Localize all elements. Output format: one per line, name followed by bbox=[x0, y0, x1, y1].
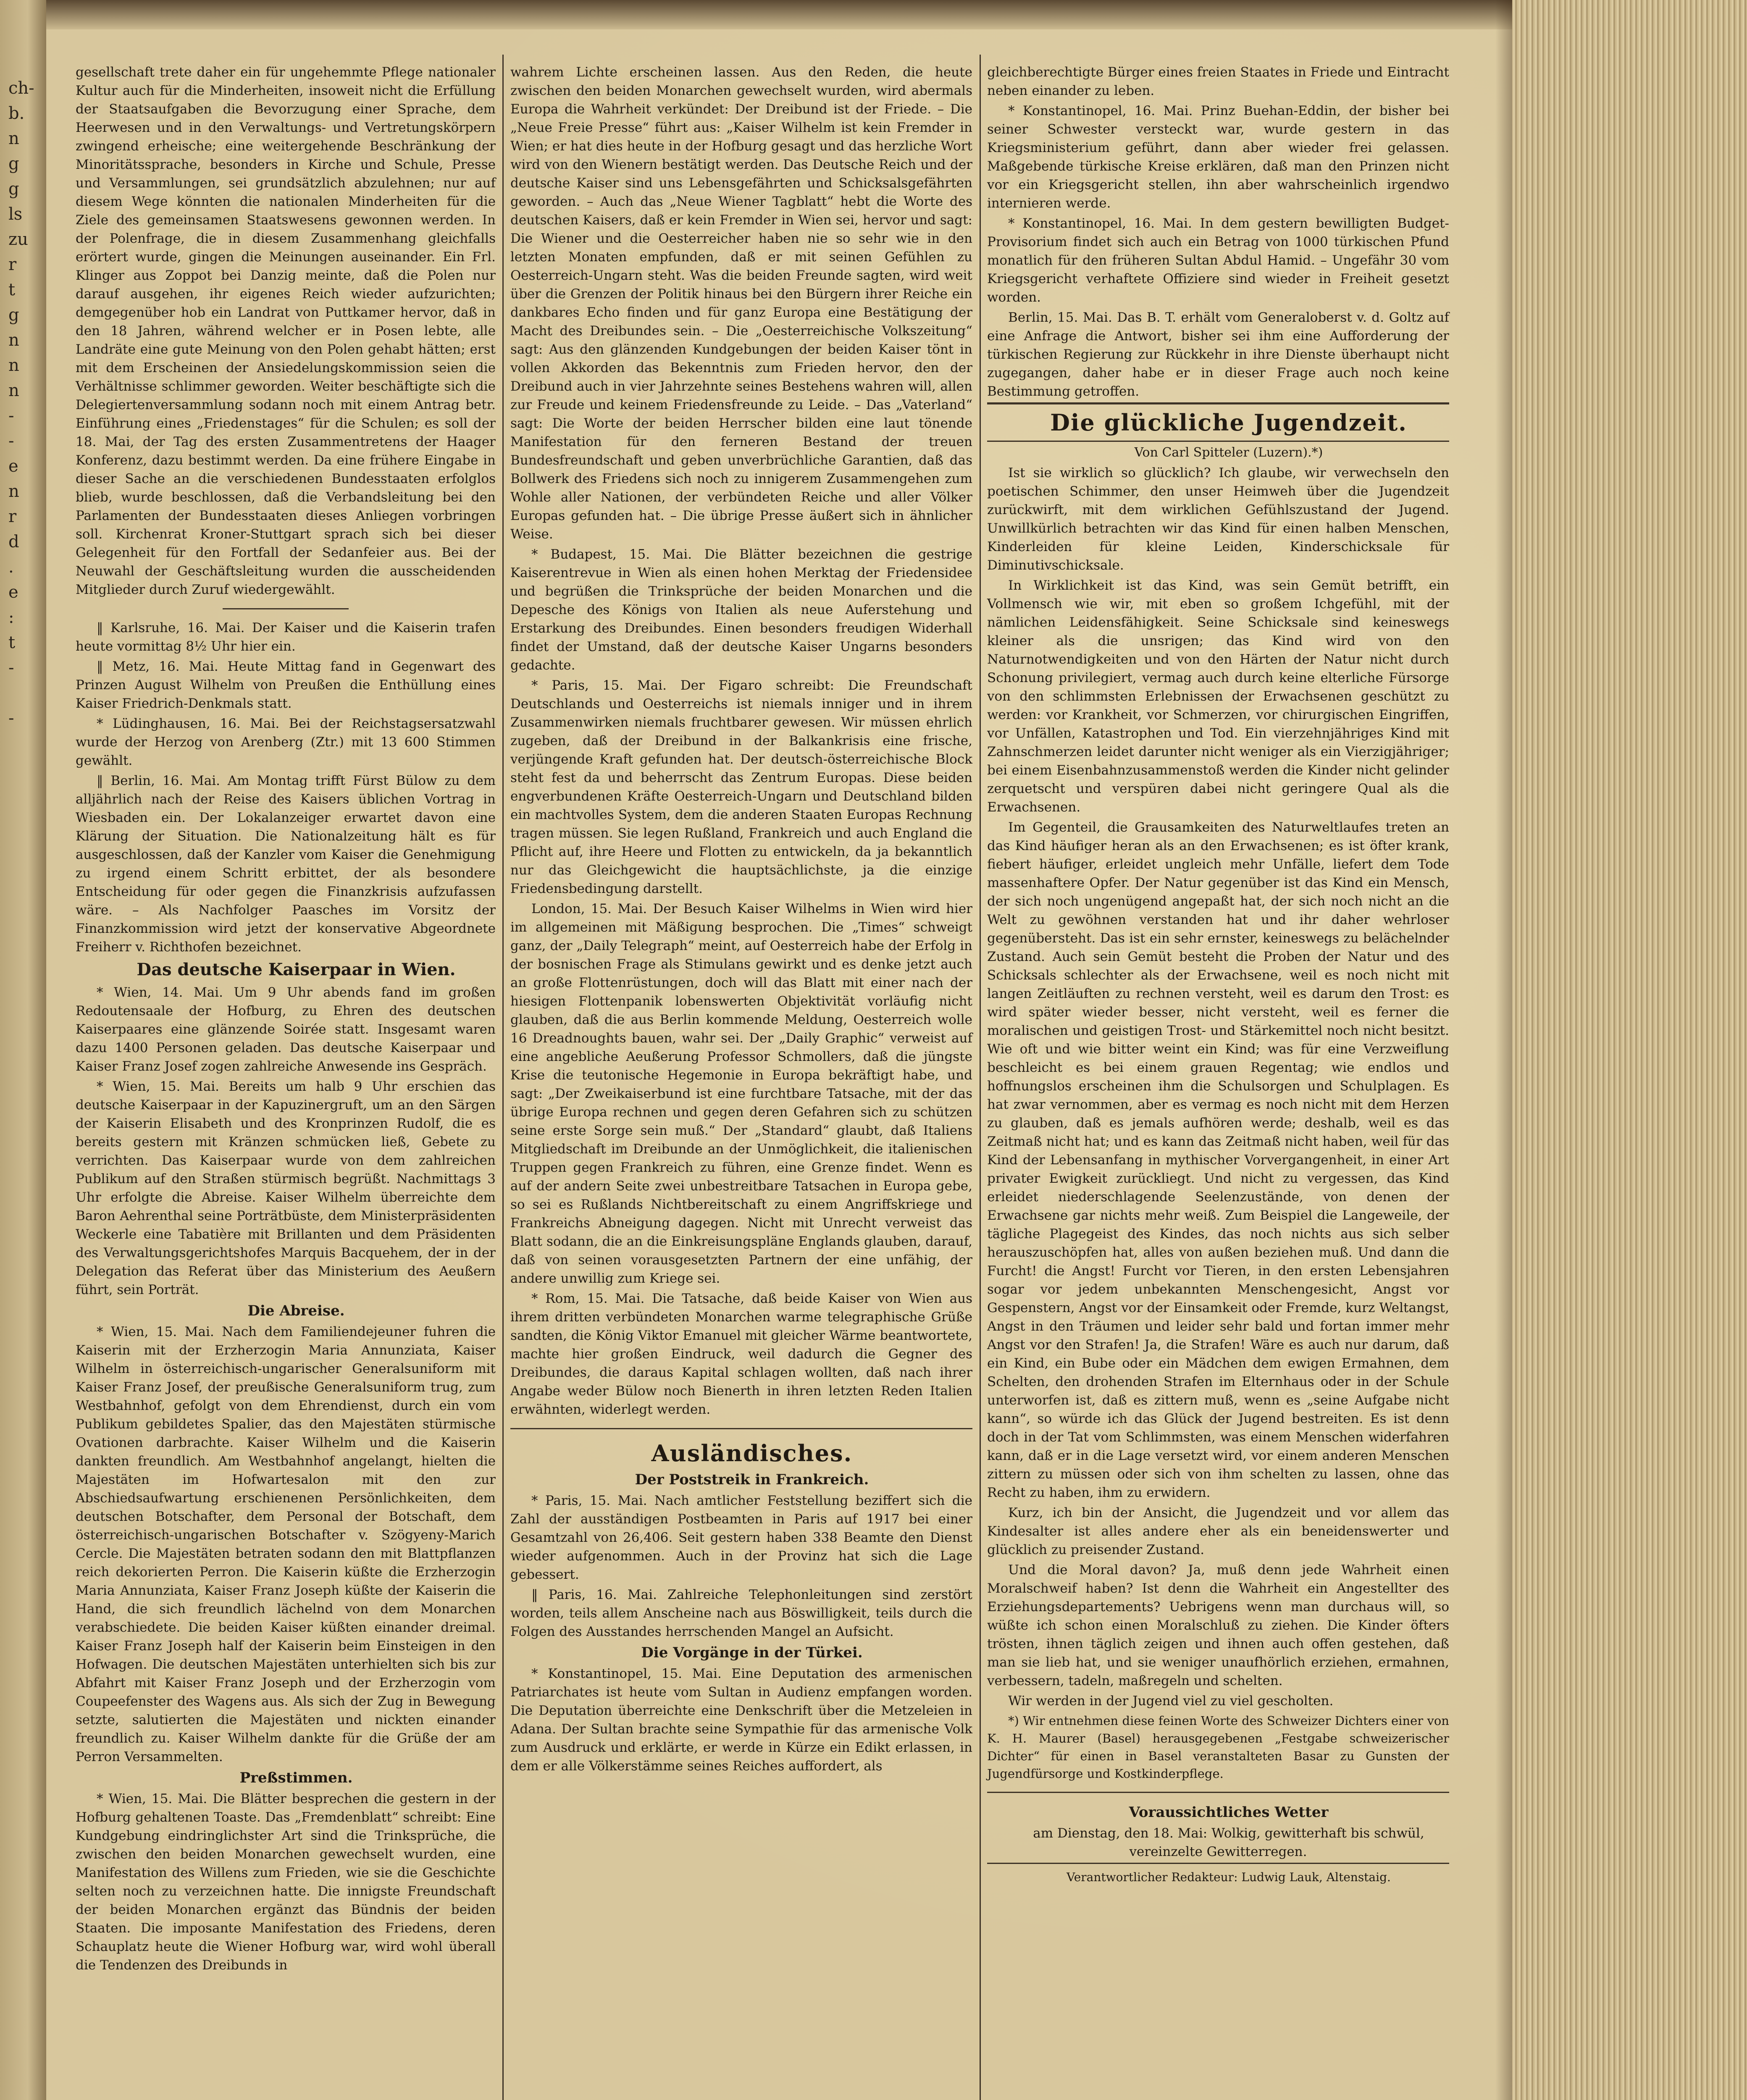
divider bbox=[223, 608, 349, 609]
essay-paragraph: Kurz, ich bin der Ansicht, die Jugendzeit und vor allem das Kindesalter ist alles andere eher als ein beneidenswerter und glücklich zu preisender Zustand. bbox=[987, 1505, 1449, 1557]
footnote: *) Wir entnehmen diese feinen Worte des Schweizer Dichters einer von K. H. Maurer (Basel) herausgegebenen „Festgabe schweizerischer Dichter“ für einen in Basel veranstalteten Basar zu Gunsten der Jugendfürsorge und Kostkinderpflege. bbox=[987, 1714, 1449, 1781]
news-item: * Paris, 15. Mai. Nach amtlicher Feststellung beziffert sich die Zahl der ausständigen Postbeamten in Paris auf 1917 bei einer Gesamtzahl von 26,406. Seit gestern haben 338 Beamte den Dienst wieder aufgenommen. Auch in der Provinz hat sich die Lage gebessert. bbox=[510, 1493, 972, 1582]
article-text: gesellschaft trete daher ein für ungehemmte Pflege nationaler Kultur auch für die Minderheiten, insoweit nicht die Erfüllung der Staatsaufgaben die Bevorzugung einer Sprache, dem Heerwesen und in den Verwaltungs- und Vertretungskörpern zwingend erheische; eine weitergehende Beschränkung der Minoritätssprache, besonders in Kirche und Schule, Presse und Versammlungen, sei grundsätzlich abzulehnen; nur auf diesem Wege könnten die nationalen Minderheiten für die Ziele des gemeinsamen Staatswesens gewonnen werden. In der Polenfrage, die in diesem Zusammenhang gleichfalls erörtert wurde, gingen die Meinungen auseinander. Ein Frl. Klinger aus Zoppot bei Danzig meinte, daß die Polen nur darauf ausgehen, ihr eigenes Reich wieder aufzurichten; demgegenüber hob ein Landrat von Puttkamer hervor, daß in den 18 Jahren, während welcher er in Posen lebte, alle Landräte eine gute Meinung von den Polen gehabt hätten; erst mit dem Erscheinen der Ansiedelungskommission seien die Verhältnisse schlimmer geworden. Weiter beschäftigte sich die Delegiertenversammlung sodann noch mit einem Antrag betr. Einführung eines „Friedenstages“ für die Schulen; es soll der 18. Mai, der Tag des ersten Zusammentretens der Haager Konferenz, dazu bestimmt werden. Da eine frühere Eingabe in dieser Sache an die verschiedenen Bundesstaaten erfolglos blieb, wurde beschlossen, daß die Verbandsleitung bei den Parlamenten der Bundesstaaten dieses Anliegen vorbringen soll. Kirchenrat Kroner-Stuttgart sprach sich bei dieser Gelegenheit für den Fortfall der Sedanfeier aus. Bei der Neuwahl der Geschäftsleitung wurden die ausscheidenden Mitglieder durch Zuruf wiedergewählt. bbox=[76, 65, 496, 597]
news-item: * Wien, 14. Mai. Um 9 Uhr abends fand im großen Redoutensaale der Hofburg, zu Ehren des deutschen Kaiserpaares eine glänzende Soirée statt. Insgesamt waren dazu 1400 Personen geladen. Das deutsche Kaiserpaar und Kaiser Franz Josef zogen zahlreiche Anwesende ins Gespräch. bbox=[76, 985, 496, 1074]
essay-paragraph: Ist sie wirklich so glücklich? Ich glaube, wir verwechseln den poetischen Schimmer, den unser Heimweh über die Jugendzeit zurückwirft, mit dem wirklichen Gefühlszustand der Jugend. Unwillkürlich betrachten wir das Kind für einen halben Menschen, Kinderleiden für kleine Leiden, Kinderschicksale für Diminutivschicksale. bbox=[987, 465, 1449, 573]
essay-paragraph: Wir werden in der Jugend viel zu viel gescholten. bbox=[1008, 1693, 1334, 1709]
news-item: * Konstantinopel, 16. Mai. In dem gestern bewilligten Budget-Provisorium findet sich auch ein Betrag von 1000 türkischen Pfund monatlich für den früheren Sultan Abdul Hamid. – Ungefähr 30 vom Kriegsgericht verhaftete Offiziere sind wieder in Freiheit gesetzt worden. bbox=[987, 216, 1449, 305]
news-item: * Konstantinopel, 15. Mai. Eine Deputation des armenischen Patriarchates ist heute vom Sultan in Audienz empfangen worden. Die Deputation überreichte eine Denkschrift über die Metzeleien in Adana. Der Sultan brachte seine Sympathie für das armenische Volk zum Ausdruck und erklärte, er werde in Kürze ein Edikt erlassen, in dem er alle Völkerstämme seines Reiches auffordert, als bbox=[510, 1666, 972, 1774]
weather-forecast: am Dienstag, den 18. Mai: Wolkig, gewitterhaft bis schwül, vereinzelte Gewitterregen. bbox=[1033, 1826, 1424, 1859]
news-item: * Wien, 15. Mai. Nach dem Familiendejeuner fuhren die Kaiserin mit der Erzherzogin Maria Annunziata, Kaiser Wilhelm in österreichisch-ungarischer Generalsuniform mit Kaiser Franz Josef, der preußische Generalsuniform trug, zum Westbahnhof, gefolgt von dem Ehrendienst, durch ein vom Publikum gebildetes Spalier, das den Majestäten stürmische Ovationen darbrachte. Kaiser Wilhelm und die Kaiserin dankten freundlich. Am Westbahnhof angelangt, hielten die Majestäten im Hofwartesalon mit den zur Abschiedsaufwartung erschienenen Persönlichkeiten, dem deutschen Botschafter, dem Personal der Botschaft, dem österreichisch-ungarischen Botschafter v. Szögyeny-Marich Cercle. Die Majestäten betraten sodann den mit Blattpflanzen reich dekorierten Perron. Die Kaiserin küßte die Erzherzogin Maria Annunziata, Kaiser Franz Joseph küßte der Kaiserin die Hand, die sich freundlich lächelnd von dem Monarchen verabschiedete. Die beiden Kaiser küßten einander dreimal. Kaiser Franz Joseph half der Kaiserin beim Einsteigen in den Hofwagen. Die deutschen Majestäten unterhielten sich bis zur Abfahrt mit Kaiser Franz Joseph und der Erzherzogin vom Coupeefenster des Wagens aus. Als sich der Zug in Bewegung setzte, salutierten die Majestäten und nickten einander freundlich zu. Kaiser Wilhelm dankte für die Grüße der am Perron Versammelten. bbox=[76, 1324, 496, 1764]
news-item: London, 15. Mai. Der Besuch Kaiser Wilhelms in Wien wird hier im allgemeinen mit Mäßigung besprochen. Die „Times“ schweigt ganz, der „Daily Telegraph“ meint, auf Oesterreich habe der Erfolg in der bosnischen Frage als Stimulans gewirkt und es denke jetzt auch an große Flottenrüstungen, doch will das Blatt mit einer nach der hiesigen Flottenpanik lobenswerten Objektivität vorläufig nicht glauben, daß die aus Berlin kommende Meldung, Oesterreich wolle 16 Dreadnoughts bauen, wahr sei. Der „Daily Graphic“ verweist auf eine angebliche Aeußerung Professor Schmollers, daß die jüngste Krise die teutonische Hegemonie in Europa bekräftigt habe, und sagt: „Der Zweikaiserbund ist eine furchtbare Tatsache, mit der das übrige Europa rechnen und gegen deren Gefahren sich zu schützen seine erste Sorge sein muß.“ Der „Standard“ glaubt, daß Italiens Mitgliedschaft im Dreibunde an der Unmöglichkeit, die italienischen Truppen gegen Frankreich zu führen, eine Grenze findet. Wenn es auf der andern Seite zwei unbestreitbare Tatsachen in Europa gebe, so sei es Rußlands Nichtbereitschaft zu einem Angriffskriege und Frankreichs Abneigung dagegen. Nicht mit Unrecht verweist das Blatt sodann, die an die Einkreisungspläne Englands glauben, darauf, daß von seinen vorausgesetzten Partnern der eine unfähig, der andere unwillig zum Kriege sei. bbox=[510, 901, 972, 1286]
essay-paragraph: Und die Moral davon? Ja, muß denn jede Wahrheit einen Moralschweif haben? Ist denn die Wahrheit ein Angestellter des Erziehungsdepartements? Uebrigens wenn man durchaus will, so wüßte ich schon einen Moralschluß zu ziehen. Die Kinder öfters trösten, ihnen täglich zeigen und ihnen auch offen gestehen, daß man sie lieb hat, und sie weniger unaufhörlich erziehen, ermahnen, verbessern, tadeln, maßregeln und schelten. bbox=[987, 1562, 1449, 1688]
news-item: ‖ Metz, 16. Mai. Heute Mittag fand in Gegenwart des Prinzen August Wilhelm von Preußen die Enthüllung eines Kaiser Friedrich-Denkmals statt. bbox=[76, 659, 496, 711]
essay-paragraph: Im Gegenteil, die Grausamkeiten des Naturweltlaufes treten an das Kind häufiger heran als an den Erwachsenen; es ist öfter krank, fiebert häufiger, erleidet ungleich mehr Unfälle, liefert dem Tode massenhaftere Opfer. Der Natur gegenüber ist das Kind ein Mensch, der sich noch ungenügend angepaßt hat, der sich noch nicht an die Welt zu gewöhnen verstanden hat und ihr daher wehrloser gegenübersteht. Das ist ein sehr ernster, keineswegs zu belächelnder Zustand. Auch sein Gemüt besteht die Proben der Natur und des Schicksals schlechter als der Erwachsene, weil es noch nicht mit langen Zeitläuften zu rechnen versteht, weil es darum den Trost: es wird später wieder besser, nicht versteht, weil es ferner die moralischen und geistigen Trost- und Stärkemittel noch nicht besitzt. Wie oft und wie bitter weint ein Kind; was für eine Verzweiflung beschleicht es bei einem grauen Regentag; wie endlos und hoffnungslos erscheinen ihm die Schulsorgen und Schulplagen. Es hat zwar vernommen, aber es vermag es noch nicht mit dem Herzen zu glauben, daß es jemals aufhören werde; deshalb, weil es das Zeitmaß nicht hat; und es kann das Zeitmaß nicht haben, weil für das Kind der Lebensanfang in mythischer Vorvergangenheit, in einer Art privater Ewigkeit zurückliegt. Und nicht zu vergessen, das Kind erleidet niederschlagende Seelenzustände, von denen der Erwachsene gar nichts mehr weiß. Zum Beispiel die Langeweile, der tägliche Plagegeist des Kindes, das noch nichts aus sich selber herauszuschöpfen hat, alles von außen beziehen muß. Und dann die Furcht! die Angst! Furcht vor Tieren, in den ersten Lebensjahren sogar vor jedem unbekannten Menschengesicht, Angst vor Gespenstern, Angst vor der Einsamkeit oder Fremde, kurz Weltangst, Angst in den Träumen und leider sehr bald und fortan immer mehr Angst vor den Strafen! Ja, die Strafen! Wäre es auch nur darum, daß ein Kind, ein Bube oder ein Mädchen dem ewigen Ermahnen, dem Schelten, den drohenden Strafen im Elternhaus oder in der Schule unterworfen ist, daß es zittern muß, wenn es „seine Aufgabe nicht kann“, so würde ich das Glück der Jugend bestreiten. Es ist denn doch in der Tat vom Schlimmsten, was einem Menschen widerfahren kann, daß er in die Lage versetzt wird, vor einem anderen Menschen zittern zu müssen oder sich von ihm schelten zu lassen, ohne das Recht zu haben, ihm zu erwidern. bbox=[987, 820, 1449, 1500]
article-text: gleichberechtigte Bürger eines freien Staates in Friede und Eintracht neben einander zu leben. bbox=[987, 65, 1449, 98]
previous-page-fragment: ch- b. n g g ls zu r t g n n n - - e n r d . e : t - - bbox=[8, 79, 34, 728]
book-page-edges bbox=[1512, 0, 1747, 2100]
news-item: ‖ Paris, 16. Mai. Zahlreiche Telephonleitungen sind zerstört worden, teils allem Anscheine nach aus Böswilligkeit, teils durch die Folgen des Ausstandes herrschenden Mangel an Aufsicht. bbox=[510, 1587, 972, 1639]
news-item: Berlin, 15. Mai. Das B. T. erhält vom Generaloberst v. d. Goltz auf eine Anfrage die Antwort, bisher sei ihm eine Aufforderung der türkischen Regierung zur Rückkehr in ihre Dienste überhaupt nicht zugegangen, daher habe er in dieser Frage auch noch keine Bestimmung getroffen. bbox=[987, 310, 1449, 399]
feuilleton-heading: Die glückliche Jugendzeit. bbox=[987, 402, 1449, 442]
news-item: * Rom, 15. Mai. Die Tatsache, daß beide Kaiser von Wien aus ihrem dritten verbündeten Monarchen warme telegraphische Grüße sandten, die König Viktor Emanuel mit gleicher Wärme beantwortete, machte hier großen Eindruck, weil dadurch die Gegner des Dreibundes, die daraus Kapital schlagen wollten, daß nach ihrer Angabe weder Bülow noch Bienerth in ihren letzten Reden Italien erwähnten, widerlegt werden. bbox=[510, 1291, 972, 1417]
news-item: * Konstantinopel, 16. Mai. Prinz Buehan-Eddin, der bisher bei seiner Schwester versteckt war, wurde gestern in das Kriegsministerium geführt, dann aber wieder frei gelassen. Maßgebende türkische Kreise erklären, daß man den Prinzen nicht vor ein Kriegsgericht stellen, ihn aber wahrscheinlich irgendwo internieren werde. bbox=[987, 103, 1449, 211]
editor-line: Verantwortlicher Redakteur: Ludwig Lauk, Altenstaig. bbox=[987, 1863, 1449, 1887]
column-3 bbox=[987, 63, 1449, 1888]
news-item: ‖ Karlsruhe, 16. Mai. Der Kaiser und die Kaiserin trafen heute vormittag 8½ Uhr hier ein. bbox=[76, 620, 496, 654]
column-1 bbox=[76, 63, 496, 1976]
author-byline: Von Carl Spitteler (Luzern).*) bbox=[1134, 445, 1323, 460]
weather-heading: Voraussichtliches Wetter bbox=[1129, 1804, 1329, 1821]
news-item: * Budapest, 15. Mai. Die Blätter bezeichnen die gestrige Kaiserentrevue in Wien als einen hohen Merktag der Friedensidee und begrüßen die Trinksprüche der beiden Monarchen und die Depesche des Königs von Italien als neue Auferstehung und Erstarkung des Dreibundes. Einen besonders freudigen Widerhall findet der Umstand, daß der deutsche Kaiser Ungarns besonders gedachte. bbox=[510, 547, 972, 673]
divider bbox=[987, 1792, 1449, 1793]
article-text: wahrem Lichte erscheinen lassen. Aus den Reden, die heute zwischen den beiden Monarchen gewechselt wurden, wird abermals Europa die Wahrheit verkündet: Der Dreibund ist der Friede. – Die „Neue Freie Presse“ führt aus: „Kaiser Wilhelm ist kein Fremder in Wien; er hat dies heute in der Hofburg gesagt und das herzliche Wort wird von den Wienern bestätigt werden. Das Deutsche Reich und der deutsche Kaiser sind uns Lebensgefährten und Schicksalsgefährten geworden. – Auch das „Neue Wiener Tagblatt“ hebt die Worte des deutschen Kaisers, daß er kein Fremder in Wien sei, hervor und sagt: Die Wiener und die Oesterreicher haben nie so sehr wie in den letzten Monaten empfunden, daß er mit seinen Gefühlen zu Oesterreich-Ungarn steht. Was die beiden Freunde sagten, wird weit über die Grenzen der Politik hinaus bei den Bürgern ihrer Reiche ein dankbares Echo finden und für ganz Europa eine Bestätigung der Macht des Dreibundes sein. – Die „Oesterreichische Volkszeitung“ sagt: Aus den glänzenden Kundgebungen der beiden Kaiser tönt in vollen Akkorden das Bekenntnis zum Frieden hervor, den der Dreibund auch in vier Jahrzehnte seines Bestehens wahren will, allen zur Freude und keinem Friedensfreunde zu Leide. – Das „Vaterland“ sagt: Die Worte der beiden Herrscher bilden eine laut tönende Manifestation für den ferneren Bestand der treuen Bundesfreundschaft und geben unverbrüchliche Garantien, daß das Bollwerk des Friedens sich noch zu innigerem Zusammengehen zum Wohle aller Nationen, der verbündeten Reiche und aller Völker Europas gefunden hat. – Die übrige Presse äußert sich in ähnlicher Weise. bbox=[510, 65, 972, 542]
essay-paragraph: In Wirklichkeit ist das Kind, was sein Gemüt betrifft, ein Vollmensch wie wir, mit eben so großem Ichgefühl, mit der nämlichen Leidensfähigkeit. Seine Schicksale sind keineswegs kleiner als die unsrigen; das Kind wird von den Naturnotwendigkeiten und von den Härten der Natur nicht durch Schonung privilegiert, vermag auch durch keine elterliche Fürsorge von den schlimmsten Erlebnissen der Erwachsenen geschützt zu werden: vor Krankheit, vor Schmerzen, vor chirurgischen Eingriffen, vor Unfällen, Katastrophen und Tod. Ein vierzehnjähriges Kind mit Zahnschmerzen leidet darunter nicht weniger als ein Vierzigjähriger; bei einem Eisenbahnzusammenstoß werden die Kinder nicht gelinder zerquetscht und verspüren dabei nicht geringere Qual als die Erwachsenen. bbox=[987, 578, 1449, 815]
page-top-edge bbox=[46, 0, 1512, 29]
subheading: Die Vorgänge in der Türkei. bbox=[641, 1644, 863, 1661]
subheading: Der Poststreik in Frankreich. bbox=[635, 1471, 869, 1488]
subheading: Preßstimmen. bbox=[239, 1769, 353, 1786]
news-item: * Wien, 15. Mai. Die Blätter besprechen die gestern in der Hofburg gehaltenen Toaste. Das „Fremdenblatt“ schreibt: Eine Kundgebung eindringlichster Art sind die Trinksprüche, die zwischen den beiden Monarchen gewechselt wurden, eine Manifestation des Willens zum Frieden, wie sie die Geschichte selten noch zu verzeichnen hatte. Die innigste Freundschaft der beiden Monarchen ergänzt das Bündnis der beiden Staaten. Die imposante Manifestation des Friedens, deren Schauplatz heute die Wiener Hofburg war, wird wohl überall die Tendenzen des Dreibunds in bbox=[76, 1791, 496, 1973]
news-item: * Paris, 15. Mai. Der Figaro schreibt: Die Freundschaft Deutschlands und Oesterreichs ist niemals inniger und in ihrem Zusammenwirken niemals fruchtbarer gewesen. Wir müssen ehrlich zugeben, daß der Dreibund in der Balkankrisis eine frische, verjüngende Kraft gefunden hat. Der deutsch-österreichische Block steht fest da und beherrscht das Zentrum Europas. Diese beiden engverbundenen Kräfte Oesterreich-Ungarn und Deutschland bilden ein machtvolles System, dem die anderen Staaten Europas Rechnung tragen müssen. Sie legen Rußland, Frankreich und auch England die Pflicht auf, ihre Heere und Flotten zu entwickeln, da ja bekanntlich nur das Gleichgewicht die hauptsächlichste, ja die einzige Friedensbedingung darstellt. bbox=[510, 678, 972, 896]
divider bbox=[510, 1428, 972, 1429]
news-item: ‖ Berlin, 16. Mai. Am Montag trifft Fürst Bülow zu dem alljährlich nach der Reise des Kaisers üblichen Vortrag in Wiesbaden ein. Der Lokalanzeiger erwartet davon eine Klärung der Situation. Die Nationalzeitung hält es für ausgeschlossen, daß der Kanzler vom Kaiser die Genehmigung zu irgend einem Schritt erbittet, der als besondere Entscheidung für oder gegen die Finanzkrisis aufzufassen wäre. – Als Nachfolger Paasches im Vorsitz der Finanzkommission wird jetzt der konservative Abgeordnete Freiherr v. Richthofen bezeichnet. bbox=[76, 773, 496, 955]
column-rule-1 bbox=[502, 55, 504, 2100]
subheading: Die Abreise. bbox=[247, 1302, 345, 1319]
previous-page-edge bbox=[0, 0, 46, 2100]
news-item: * Wien, 15. Mai. Bereits um halb 9 Uhr erschien das deutsche Kaiserpaar in der Kapuzinergruft, um an den Särgen der Kaiserin Elisabeth und des Kronprinzen Rudolf, die es bereits gestern mit Kränzen schmücken ließ, Gebete zu verrichten. Das Kaiserpaar wurde von dem zahlreichen Publikum auf den Straßen stürmisch begrüßt. Nachmittags 3 Uhr erfolgte die Abreise. Kaiser Wilhelm überreichte dem Baron Aehrenthal seine Porträtbüste, dem Ministerpräsidenten Weckerle eine Tabatière mit Brillanten und dem Präsidenten des Verwaltungsgerichtshofes Marquis Bacquehem, der in der Delegation das Referat über das Ministerium des Aeußern führt, sein Porträt. bbox=[76, 1079, 496, 1297]
column-rule-2 bbox=[980, 55, 981, 2100]
section-heading: Das deutsche Kaiserpaar in Wien. bbox=[137, 960, 456, 979]
section-heading: Ausländisches. bbox=[651, 1440, 853, 1467]
column-2 bbox=[510, 63, 972, 1777]
news-item: * Lüdinghausen, 16. Mai. Bei der Reichstagsersatzwahl wurde der Herzog von Arenberg (Ztr.) mit 13 600 Stimmen gewählt. bbox=[76, 716, 496, 768]
